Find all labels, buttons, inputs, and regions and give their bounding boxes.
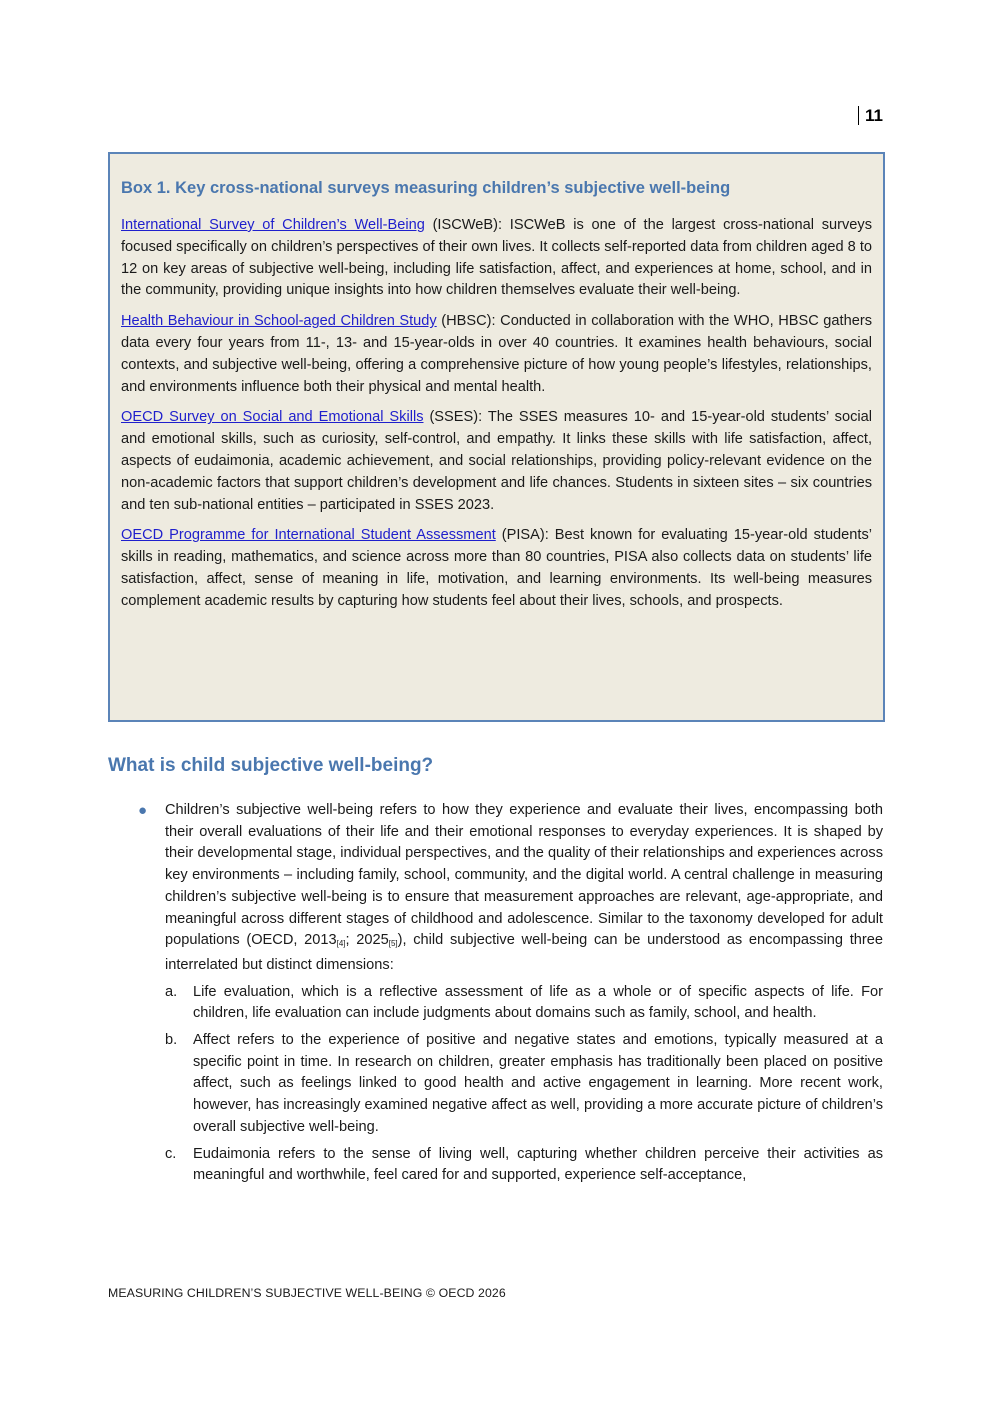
bullet-paragraph: Children’s subjective well-being refers to how they experience and evaluate their lives, encompassing both their overall evaluations of their life and their emotional responses to everyday experiences. It is shaped by their developmental stage, individual perspectives, and the quality of their relationships and experiences across key environments – including family, school, community, and the digital world. A central challenge in measuring children’s subjective well-being is to ensure that measurement approaches are relevant, age-appropriate, and meaningful across different stages of childhood and adolescence. Similar to the taxonomy developed for adult populations (OECD, $2013_{[4]}$; $2025_{[5]}$), child subjective well-being can be understood as encompassing three interrelated but distinct dimensions: [165,802,883,973]
pisa-description: (PISA): Best known for evaluating 15-year-old students’ skills in reading, mathematics, and science across more than 80 countries, PISA also collects data on students’ life satisfaction, affect, sense of meaning in life, motivation, and learning environments. Its well-being measures complement academic results by capturing how students feel about their lives, schools, and prospects. [121,527,873,609]
list-item-text: Life evaluation, which is a reflective assessment of life as a whole or of specific aspects of life. For children, life evaluation can include judgments about domains such as family, school, and health. [193,983,883,1022]
list-item-text: Eudaimonia refers to the sense of living well, capturing whether children perceive their activities as meaningful and worthwhile, feel cared for and supported, experience self-acceptance, [193,1145,883,1184]
section-heading: What is child subjective well-being? [108,755,434,776]
box-entry-sses [121,407,872,516]
list-marker: a. [165,983,178,1000]
list-marker: b. [165,1032,178,1049]
iscweb-link[interactable]: International Survey of Children’s Well-Being [121,217,425,233]
bullet-item [138,800,883,1192]
list-item-life-evaluation [165,982,883,1025]
reference-marker[interactable]: [5] [388,939,398,949]
box-entry-iscweb [121,215,872,302]
hbsc-link[interactable]: Health Behaviour in School-aged Children Study [121,313,437,330]
pisa-link[interactable]: OECD Programme for International Student Assessment [121,527,496,544]
reference-marker[interactable]: [4] [336,939,346,949]
box-title: Box 1. Key cross-national surveys measuring children’s subjective well-being [121,179,731,197]
list-item-text: Affect refers to the experience of positive and negative states and emotions, typically measured at a specific point in time. In research on children, greater emphasis has traditionally been placed on positive affect, such as feelings linked to good health and active engagement in learning. More recent work, however, has increasingly examined negative affect as well, providing a more accurate picture of children’s overall subjective well-being. [193,1032,883,1135]
box-entry-hbsc [121,311,872,398]
bullet-dot-icon: ● [138,802,148,819]
survey-info-box [108,152,885,722]
page-number: 11 [858,106,883,125]
sses-description: (SSES): The SSES measures 10- and 15-year-old students’ social and emotional skills, such as curiosity, self-control, and empathy. It links these skills with life satisfaction, affect, aspects of eudaimonia, academic achievement, and social relationships, providing policy-relevant evidence on the non-academic factors that support children’s development and life chances. Students in sixteen sites – six countries and ten sub-national entities – participated in SSES 2023. [121,409,872,513]
list-item-eudaimonia [165,1144,883,1187]
hbsc-description: (HBSC): Conducted in collaboration with the WHO, HBSC gathers data every four years from 11-, 13- and 15-year-olds in over 40 countries. It examines health behaviours, social contexts, and subjective well-being, offering a comprehensive picture of how young people’s lifestyles, relationships, and environments influence both their physical and mental health. [121,313,872,395]
list-marker: c. [165,1145,177,1162]
iscweb-description: (ISCWeB): ISCWeB is one of the largest cross-national surveys focused specifically on children’s perspectives of their own lives. It collects self-reported data from children aged 8 to 12 on key areas of subjective well-being, including life satisfaction, affect, and experiences at home, school, and in the community, providing unique insights into how children themselves evaluate their well-being. [121,217,872,299]
list-item-affect [165,1030,883,1139]
page-footer: MEASURING CHILDREN’S SUBJECTIVE WELL-BEING © OECD 2026 [108,1286,506,1300]
box-entry-pisa [121,525,872,612]
dimension-list [165,982,883,1187]
sses-link[interactable]: OECD Survey on Social and Emotional Skills [121,409,424,426]
